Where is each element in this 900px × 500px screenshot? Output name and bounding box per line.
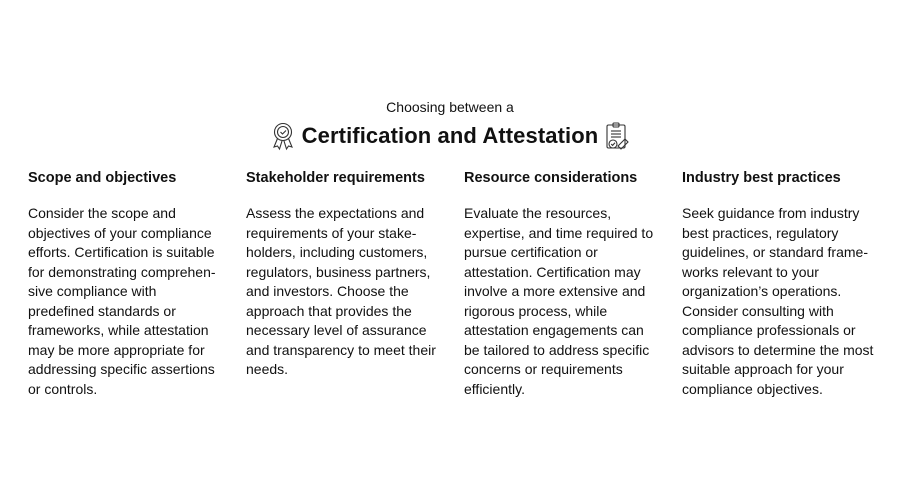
clipboard-checklist-icon [604,121,630,151]
column-scope [28,167,246,399]
column-body: Seek guidance from industry best practices, regulatory guidelines, or standard frame-works relevant to your organization’s operations. Consider consulting with compliance professionals or advisors to determine the most suitable approach for your compliance objectives. [682,205,874,397]
column-body: Consider the scope and objectives of your compliance efforts. Certification is suitable for demonstrating comprehen-sive compliance with predefined standards or frameworks, while attestation may be more appropriate for addressing specific assertions or controls. [28,205,216,397]
column-body: Evaluate the resources, expertise, and time required to pursue certification or attestation. Certification may involve a more extensive and rigorous process, while attestation engagements can be tailored to address specific concerns or requirements efficiently. [464,205,654,397]
column-heading: Scope and objectives [28,170,177,186]
title-row [0,119,900,153]
column-heading: Industry best practices [682,170,841,186]
column-stakeholder [246,167,464,399]
column-heading: Resource considerations [464,170,638,186]
column-resource [464,167,682,399]
column-heading: Stakeholder requirements [246,170,425,186]
header [0,97,900,153]
page-title: Certification and Attestation [301,123,599,148]
award-ribbon-icon [270,121,296,151]
subtitle: Choosing between a [386,99,514,115]
column-body: Assess the expectations and requirements of your stake-holders, including customers, regulators, business partners, and investors. Choose the approach that provides the necessary level of assurance and transparency to meet their needs. [246,205,436,377]
columns [28,167,900,399]
column-industry [682,167,900,399]
